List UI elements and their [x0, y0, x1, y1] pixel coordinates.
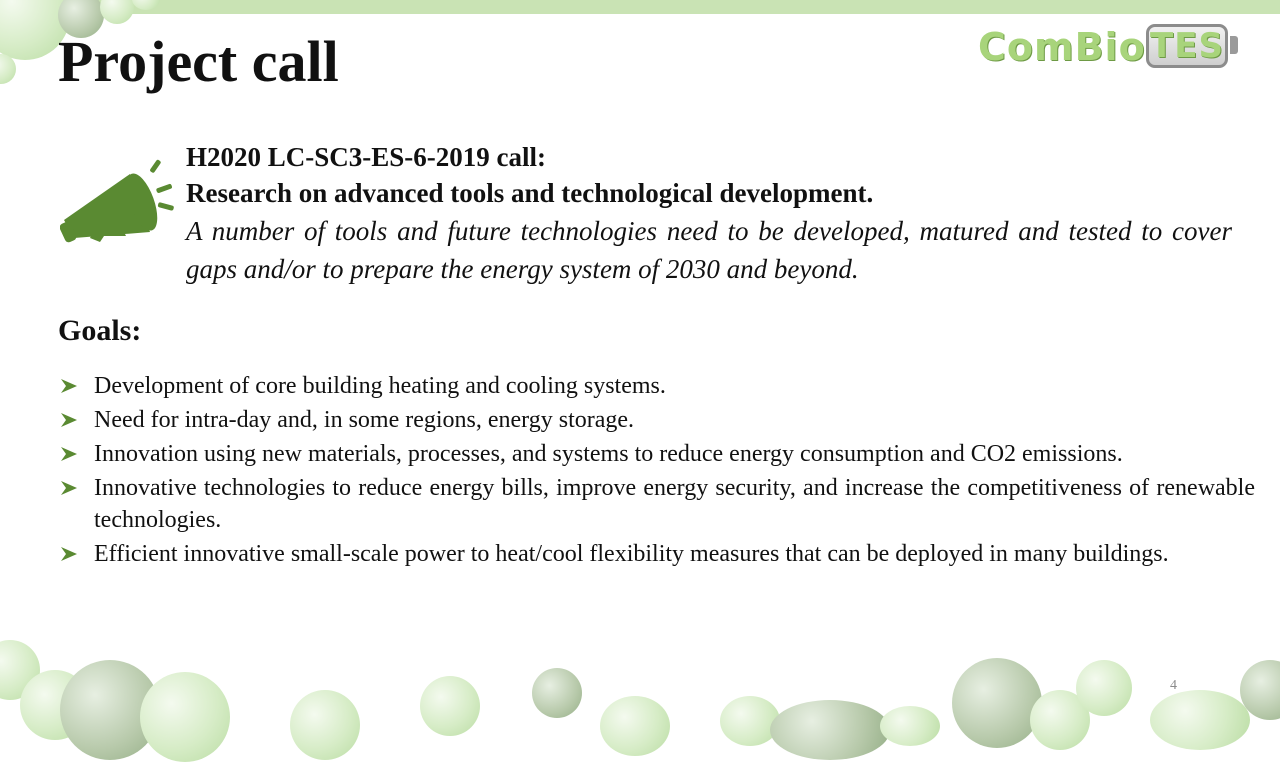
slide-title: Project call — [58, 29, 339, 94]
arrow-bullet-icon — [60, 378, 78, 394]
goal-text: Innovation using new materials, processes, and systems to reduce energy consumption and CO2 emissions. — [94, 441, 1123, 467]
goals-heading: Goals: — [58, 314, 142, 347]
goal-text: Innovative technologies to reduce energy bills, improve energy security, and increase the competitiveness of renewable technologies. — [94, 475, 1255, 533]
logo-battery-box — [1146, 24, 1228, 68]
goal-item — [58, 538, 1255, 570]
decor-bubble — [290, 690, 360, 760]
decor-bubble — [1076, 660, 1132, 716]
top-accent-bar — [0, 0, 1280, 14]
call-topic: Research on advanced tools and technological development. — [186, 178, 874, 208]
page-number: 4 — [1170, 678, 1177, 693]
decor-bubble — [880, 706, 940, 746]
arrow-bullet-icon — [60, 412, 78, 428]
decor-bubble — [140, 672, 230, 762]
decor-bubble — [532, 668, 582, 718]
goal-item — [58, 404, 1255, 436]
goal-text: Development of core building heating and cooling systems. — [94, 373, 666, 399]
combiotes-logo — [978, 22, 1258, 72]
call-description: A number of tools and future technologies need to be developed, matured and tested to cover gaps and/or to prepare the energy system of 2030 and beyond. — [186, 216, 1232, 284]
arrow-bullet-icon — [60, 480, 78, 496]
decor-bubble — [720, 696, 780, 746]
arrow-bullet-icon — [60, 546, 78, 562]
call-info — [186, 140, 1232, 288]
arrow-bullet-icon — [60, 446, 78, 462]
logo-battery-nub — [1230, 36, 1238, 54]
decor-bubble — [952, 658, 1042, 748]
logo-text: ComBio — [978, 25, 1146, 69]
megaphone-icon — [60, 158, 176, 248]
goals-list — [58, 370, 1255, 572]
goal-item — [58, 472, 1255, 536]
decor-bubble — [420, 676, 480, 736]
decor-bubble — [770, 700, 890, 760]
goal-text: Need for intra-day and, in some regions, energy storage. — [94, 407, 635, 433]
decor-bubble — [100, 0, 134, 24]
call-code: H2020 LC-SC3-ES-6-2019 call: — [186, 142, 546, 172]
goal-item — [58, 370, 1255, 402]
decor-bubble — [600, 696, 670, 756]
logo-box-text: TES — [1150, 26, 1224, 66]
goal-text: Efficient innovative small-scale power to heat/cool flexibility measures that can be deployed in many buildings. — [94, 541, 1169, 567]
goal-item — [58, 438, 1255, 470]
decor-bubble — [1150, 690, 1250, 750]
